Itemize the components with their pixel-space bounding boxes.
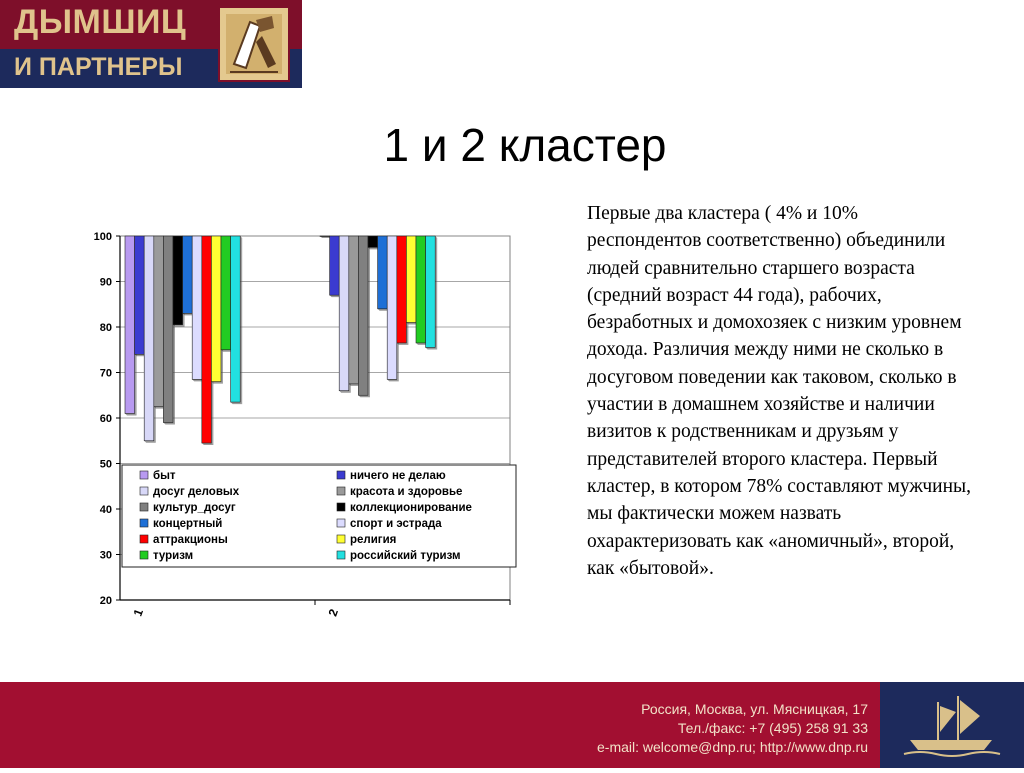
legend-swatch: [140, 551, 148, 559]
cluster-bar-chart: [80, 225, 520, 645]
legend-swatch: [337, 487, 345, 495]
page-title: 1 и 2 кластер: [383, 119, 667, 171]
legend-label: концертный: [153, 518, 223, 530]
legend-swatch: [337, 519, 345, 527]
footer-bar: [0, 682, 1024, 768]
bar-4-cat-1: [154, 236, 164, 407]
bar-8-cat-2: [387, 236, 397, 379]
legend-swatch: [337, 535, 345, 543]
y-tick-label: 30: [99, 549, 112, 562]
bar-11-cat-1: [221, 236, 231, 350]
y-tick-label: 20: [99, 595, 112, 607]
legend-swatch: [337, 471, 345, 479]
legend-swatch: [337, 551, 345, 559]
legend-label: ничего не делаю: [350, 470, 446, 482]
legend-label: культур_досуг: [153, 502, 236, 514]
bar-8-cat-1: [192, 236, 202, 379]
x-tick-label: 2: [325, 607, 341, 619]
y-tick-label: 90: [99, 276, 112, 289]
bar-2-cat-2: [330, 236, 340, 295]
bar-2-cat-1: [135, 236, 145, 354]
bar-9-cat-2: [397, 236, 407, 343]
y-tick-label: 40: [99, 504, 112, 516]
legend-label: туризм: [153, 550, 194, 562]
bar-12-cat-2: [426, 236, 436, 347]
y-tick-label: 100: [93, 231, 112, 243]
bar-3-cat-1: [144, 236, 154, 441]
legend-label: российский туризм: [350, 550, 461, 562]
bar-5-cat-1: [163, 236, 173, 423]
legend-swatch: [140, 503, 148, 511]
legend-label: красота и здоровье: [350, 486, 463, 498]
x-tick-label: 1: [130, 607, 146, 619]
bar-1-cat-1: [125, 236, 135, 413]
bar-7-cat-2: [378, 236, 388, 309]
bar-7-cat-1: [183, 236, 193, 313]
legend-label: религия: [350, 534, 397, 546]
logo-line-1: ДЫМШИЦ: [14, 3, 187, 41]
y-tick-label: 50: [99, 458, 112, 471]
bar-1-cat-2: [320, 236, 330, 237]
bar-11-cat-2: [416, 236, 426, 343]
bar-5-cat-2: [358, 236, 368, 395]
y-tick-label: 70: [99, 367, 112, 380]
legend-label: аттракционы: [153, 534, 228, 546]
legend-label: коллекционирование: [350, 502, 472, 514]
bar-shadow: [435, 236, 437, 349]
legend-label: досуг деловых: [153, 486, 240, 498]
legend-swatch: [140, 535, 148, 543]
logo-line-2: И ПАРТНЕРЫ: [14, 53, 183, 81]
bar-shadow: [368, 236, 370, 397]
legend-swatch: [337, 503, 345, 511]
footer-contacts: [597, 700, 868, 757]
legend-label: быт: [153, 470, 176, 482]
footer-email-web[interactable]: e-mail: welcome@dnp.ru; http://www.dnp.ru: [597, 739, 868, 755]
bar-6-cat-2: [368, 236, 378, 247]
legend-swatch: [140, 487, 148, 495]
bar-10-cat-2: [406, 236, 416, 322]
bar-9-cat-1: [202, 236, 212, 443]
cluster-description: Первые два кластера ( 4% и 10% респондентов соответственно) объединили людей сравнительно старшего возраста (средний возраст 44 года), рабочих, безработных и домохозяек с низким уровнем дохода. Различия между ними не сколько в досуговом поведении как таковом, сколько в участии в домашнем хозяйстве и наличии визитов к родственникам и друзьям у представителей второго кластера. Первый кластер, в котором 78% составляют мужчины, мы фактически можем назвать охарактеризовать как «аномичный», второй, как «бытовой».: [587, 203, 972, 579]
logo-emblem-icon: [218, 6, 290, 82]
legend-swatch: [140, 519, 148, 527]
chart-legend: [122, 465, 516, 567]
footer-phone: Тел./факс: +7 (495) 258 91 33: [677, 720, 868, 736]
bar-6-cat-1: [173, 236, 183, 325]
legend-label: спорт и эстрада: [350, 518, 442, 530]
bar-12-cat-1: [231, 236, 241, 402]
y-tick-label: 60: [99, 413, 112, 425]
ship-emblem-icon: [880, 682, 1024, 768]
bar-10-cat-1: [211, 236, 221, 382]
bar-3-cat-2: [339, 236, 349, 391]
company-logo[interactable]: [0, 0, 302, 88]
y-tick-label: 80: [99, 322, 112, 334]
legend-swatch: [140, 471, 148, 479]
footer-address: Россия, Москва, ул. Мясницкая, 17: [641, 701, 868, 717]
bar-4-cat-2: [349, 236, 359, 384]
